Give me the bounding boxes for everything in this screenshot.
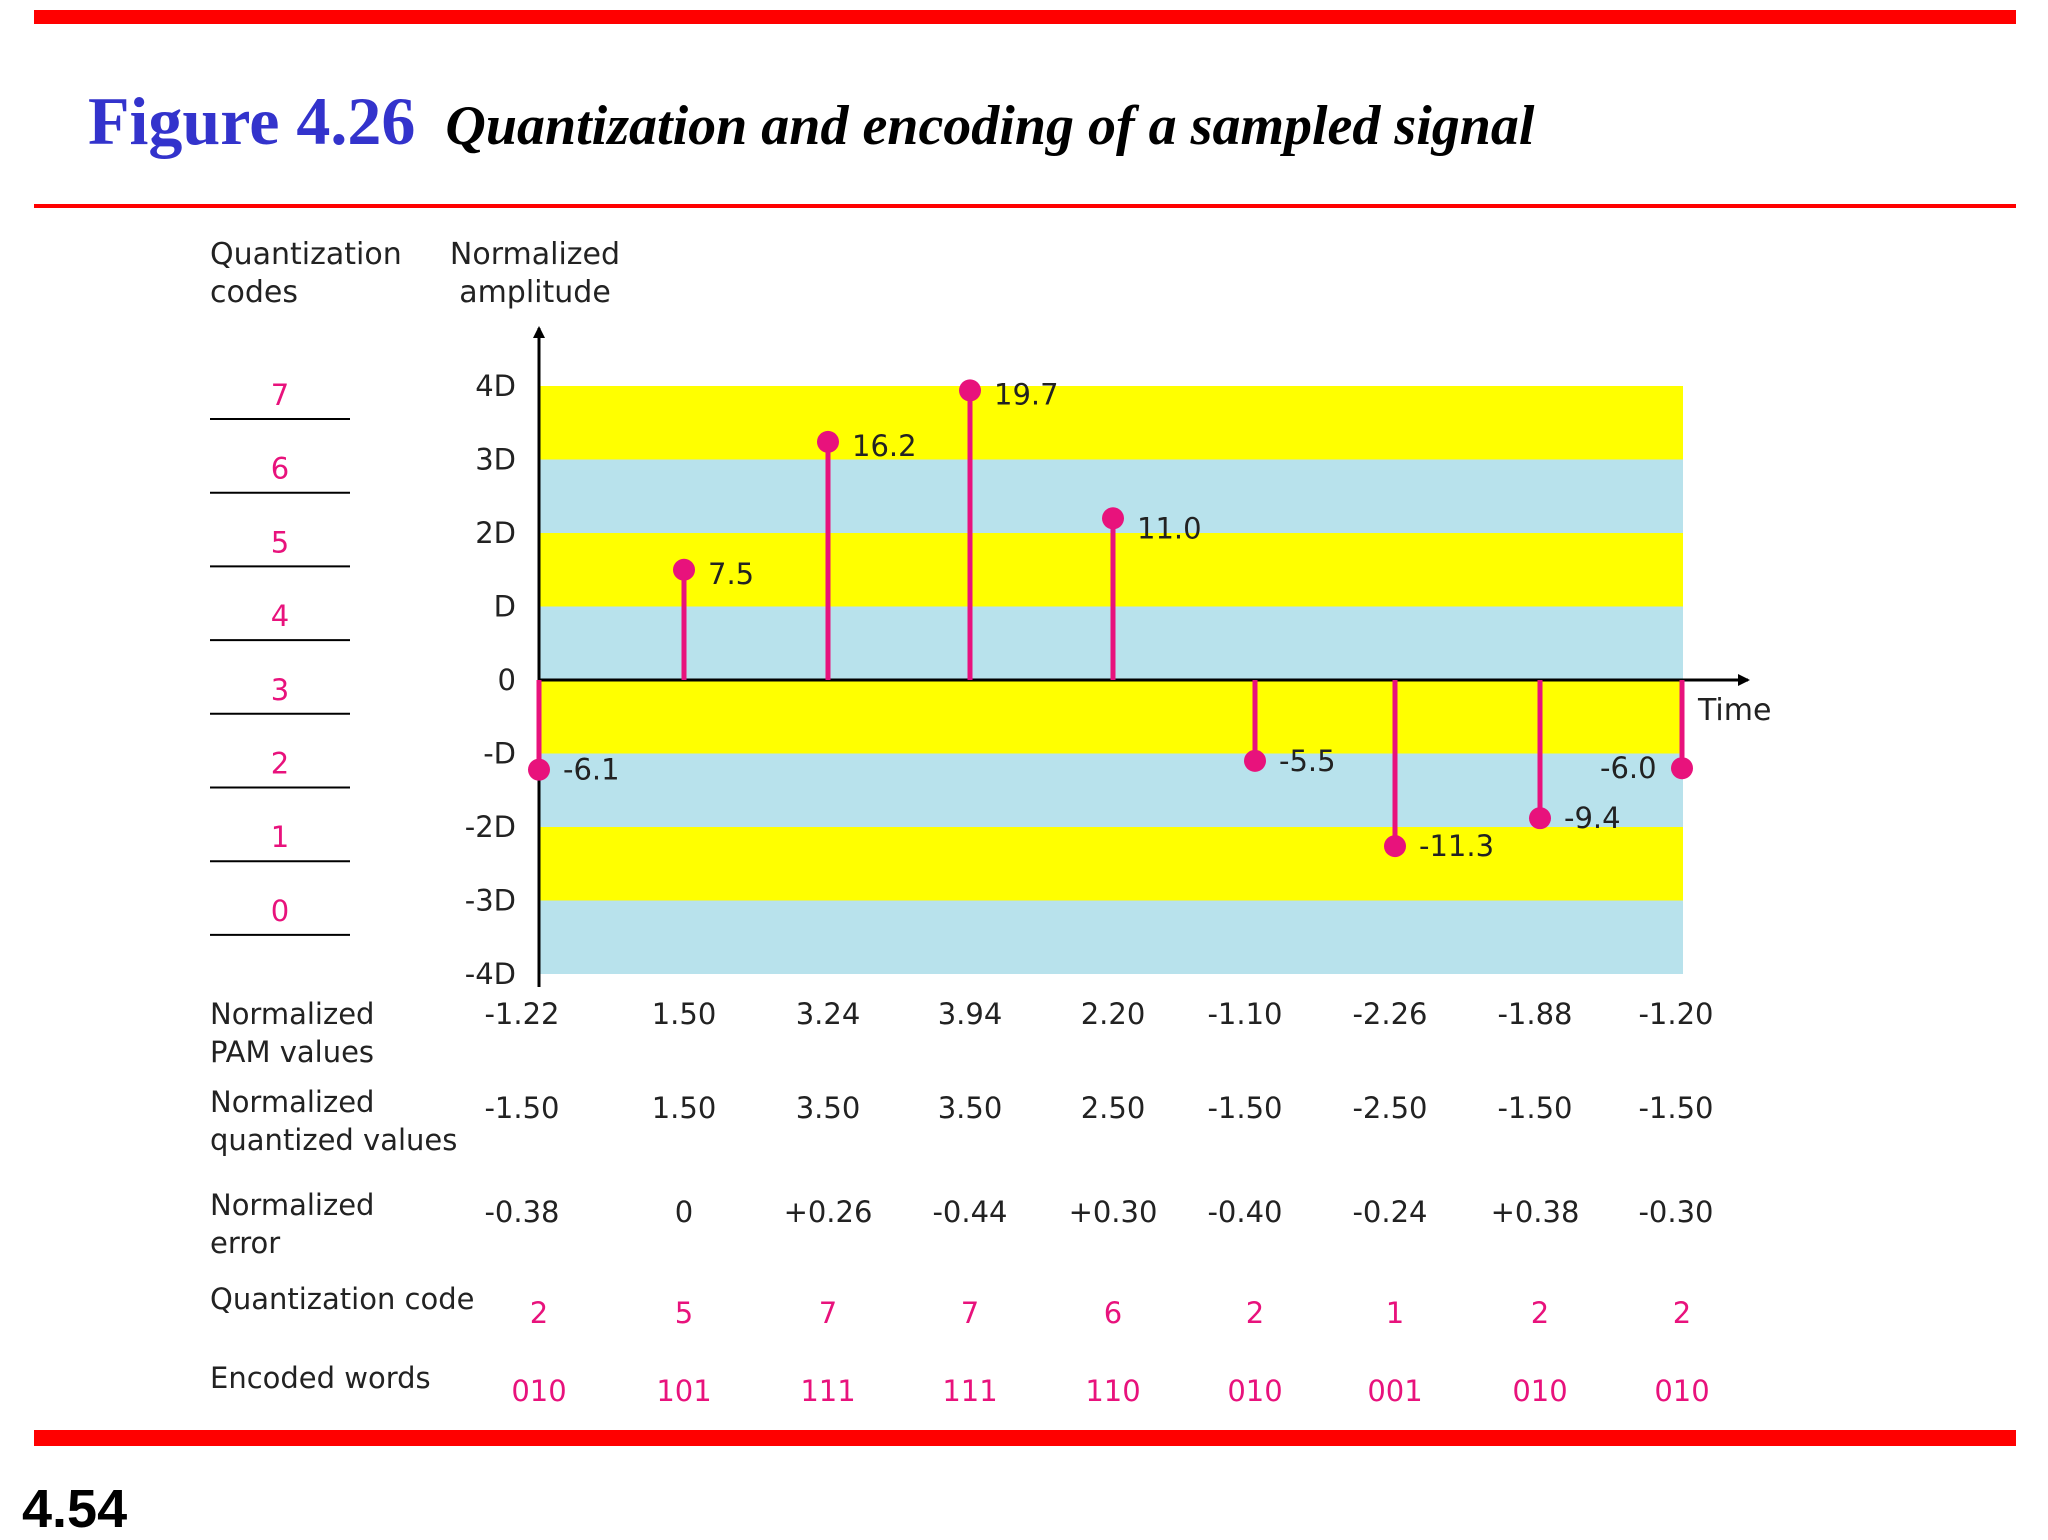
y-tick-label: -3D bbox=[464, 883, 516, 918]
amplitude-band bbox=[539, 901, 1683, 975]
sample-dot bbox=[1529, 807, 1551, 829]
table-cell: 7 bbox=[960, 1296, 980, 1330]
table-row-label: Normalized bbox=[210, 997, 375, 1031]
table-cell: 010 bbox=[511, 1374, 567, 1408]
sample-dot bbox=[1384, 835, 1406, 857]
sample-dot bbox=[1102, 507, 1124, 529]
quantization-code-label: 1 bbox=[270, 820, 290, 855]
table-cell: +0.38 bbox=[1490, 1195, 1580, 1229]
y-tick-label: 0 bbox=[497, 663, 516, 697]
table-cell: -0.44 bbox=[932, 1195, 1008, 1229]
table-cell: 3.50 bbox=[937, 1091, 1003, 1125]
table-cell: 101 bbox=[656, 1374, 712, 1408]
y-tick-label: -4D bbox=[464, 957, 516, 991]
y-tick-label: -D bbox=[483, 736, 516, 771]
quantization-code-label: 6 bbox=[270, 451, 290, 486]
table-cell: -1.20 bbox=[1638, 997, 1714, 1031]
table-row-label: quantized values bbox=[210, 1123, 458, 1157]
amplitude-band bbox=[539, 827, 1683, 901]
sample-value-label: 11.0 bbox=[1137, 511, 1202, 546]
table-cell: 010 bbox=[1654, 1374, 1710, 1408]
sample-value-label: -6.0 bbox=[1600, 751, 1657, 786]
y-tick-label: 3D bbox=[475, 442, 516, 477]
table-cell: -2.50 bbox=[1352, 1091, 1428, 1125]
y-tick-label: 2D bbox=[475, 516, 516, 550]
y-tick-label: 4D bbox=[475, 369, 516, 403]
quantization-code-label: 0 bbox=[270, 893, 290, 928]
sample-value-label: -6.1 bbox=[563, 752, 620, 787]
table-row-label: Encoded words bbox=[210, 1361, 431, 1395]
table-cell: 111 bbox=[800, 1374, 856, 1408]
normalized-amplitude-heading-line1: Normalized bbox=[449, 237, 621, 272]
sample-dot bbox=[1244, 750, 1266, 772]
quantization-table bbox=[210, 997, 1714, 1408]
table-cell: 6 bbox=[1103, 1296, 1123, 1330]
bottom-red-rule bbox=[34, 1430, 2016, 1446]
sample-value-label: -11.3 bbox=[1419, 829, 1495, 864]
sample-value-label: -5.5 bbox=[1279, 743, 1336, 778]
quantization-code-levels bbox=[210, 378, 350, 935]
figure-title: Quantization and encoding of a sampled signal bbox=[445, 95, 1535, 157]
table-cell: 2.50 bbox=[1080, 1091, 1146, 1125]
time-axis-label: Time bbox=[1698, 693, 1772, 728]
table-cell: 2.20 bbox=[1080, 997, 1146, 1031]
table-row-label: Normalized bbox=[210, 1188, 375, 1222]
sample-value-label: 16.2 bbox=[852, 428, 917, 463]
table-row-label: Normalized bbox=[210, 1085, 375, 1119]
table-cell: -2.26 bbox=[1352, 997, 1428, 1031]
table-cell: -1.22 bbox=[484, 997, 560, 1031]
table-cell: 111 bbox=[942, 1374, 998, 1408]
sample-dot bbox=[1671, 757, 1693, 779]
table-cell: 010 bbox=[1512, 1374, 1568, 1408]
table-cell: -1.10 bbox=[1207, 997, 1283, 1031]
table-cell: -1.50 bbox=[1207, 1091, 1283, 1125]
table-cell: +0.30 bbox=[1068, 1195, 1158, 1229]
table-cell: 1.50 bbox=[651, 997, 717, 1031]
table-cell: 2 bbox=[1245, 1296, 1265, 1330]
table-cell: 010 bbox=[1227, 1374, 1283, 1408]
sample-dot bbox=[817, 431, 839, 453]
y-axis-tick-labels bbox=[465, 369, 516, 991]
sample-value-label: 19.7 bbox=[994, 377, 1059, 412]
sample-dot bbox=[959, 379, 981, 401]
table-cell: -1.50 bbox=[1497, 1091, 1573, 1125]
sample-dot bbox=[673, 559, 695, 581]
slide-number: 4.54 bbox=[22, 1479, 128, 1539]
amplitude-band bbox=[539, 386, 1683, 460]
table-cell: 001 bbox=[1367, 1374, 1423, 1408]
quantization-code-label: 2 bbox=[270, 746, 290, 781]
table-cell: 3.24 bbox=[795, 997, 861, 1031]
table-cell: +0.26 bbox=[783, 1195, 873, 1229]
quantization-code-label: 3 bbox=[270, 672, 290, 707]
sample-value-label: -9.4 bbox=[1564, 801, 1621, 836]
table-cell: 3.94 bbox=[937, 997, 1003, 1031]
y-tick-label: D bbox=[493, 589, 516, 624]
table-cell: 1.50 bbox=[651, 1091, 717, 1125]
amplitude-band bbox=[539, 754, 1683, 828]
table-row-label: error bbox=[210, 1226, 281, 1260]
table-cell: 0 bbox=[674, 1195, 694, 1229]
quantization-code-label: 7 bbox=[270, 378, 290, 412]
amplitude-band bbox=[539, 680, 1683, 754]
figure-number: Figure 4.26 bbox=[88, 83, 416, 159]
y-tick-label: -2D bbox=[464, 810, 516, 844]
table-cell: 110 bbox=[1085, 1374, 1141, 1408]
table-cell: -0.38 bbox=[484, 1195, 560, 1229]
quantization-code-label: 5 bbox=[270, 525, 290, 560]
table-cell: -0.30 bbox=[1638, 1195, 1714, 1229]
table-cell: 2 bbox=[1530, 1296, 1550, 1330]
table-cell: 1 bbox=[1385, 1296, 1405, 1330]
table-cell: -0.24 bbox=[1352, 1195, 1428, 1229]
table-cell: 2 bbox=[1672, 1296, 1692, 1330]
table-cell: -1.50 bbox=[484, 1091, 560, 1125]
table-cell: 5 bbox=[674, 1296, 694, 1330]
quantization-codes-heading-line1: Quantization bbox=[210, 237, 402, 272]
table-cell: 7 bbox=[818, 1296, 838, 1330]
table-row-label: Quantization code bbox=[210, 1282, 475, 1316]
quantization-code-label: 4 bbox=[270, 599, 290, 634]
table-cell: -1.88 bbox=[1497, 997, 1573, 1031]
table-cell: 2 bbox=[529, 1296, 549, 1330]
quantization-codes-heading-line2: codes bbox=[210, 275, 298, 310]
table-row-label: PAM values bbox=[210, 1035, 375, 1069]
sample-value-label: 7.5 bbox=[708, 556, 755, 591]
table-cell: -1.50 bbox=[1638, 1091, 1714, 1125]
table-cell: 3.50 bbox=[795, 1091, 861, 1125]
table-cell: -0.40 bbox=[1207, 1195, 1283, 1229]
normalized-amplitude-heading-line2: amplitude bbox=[459, 275, 611, 310]
sample-dot bbox=[528, 759, 550, 781]
